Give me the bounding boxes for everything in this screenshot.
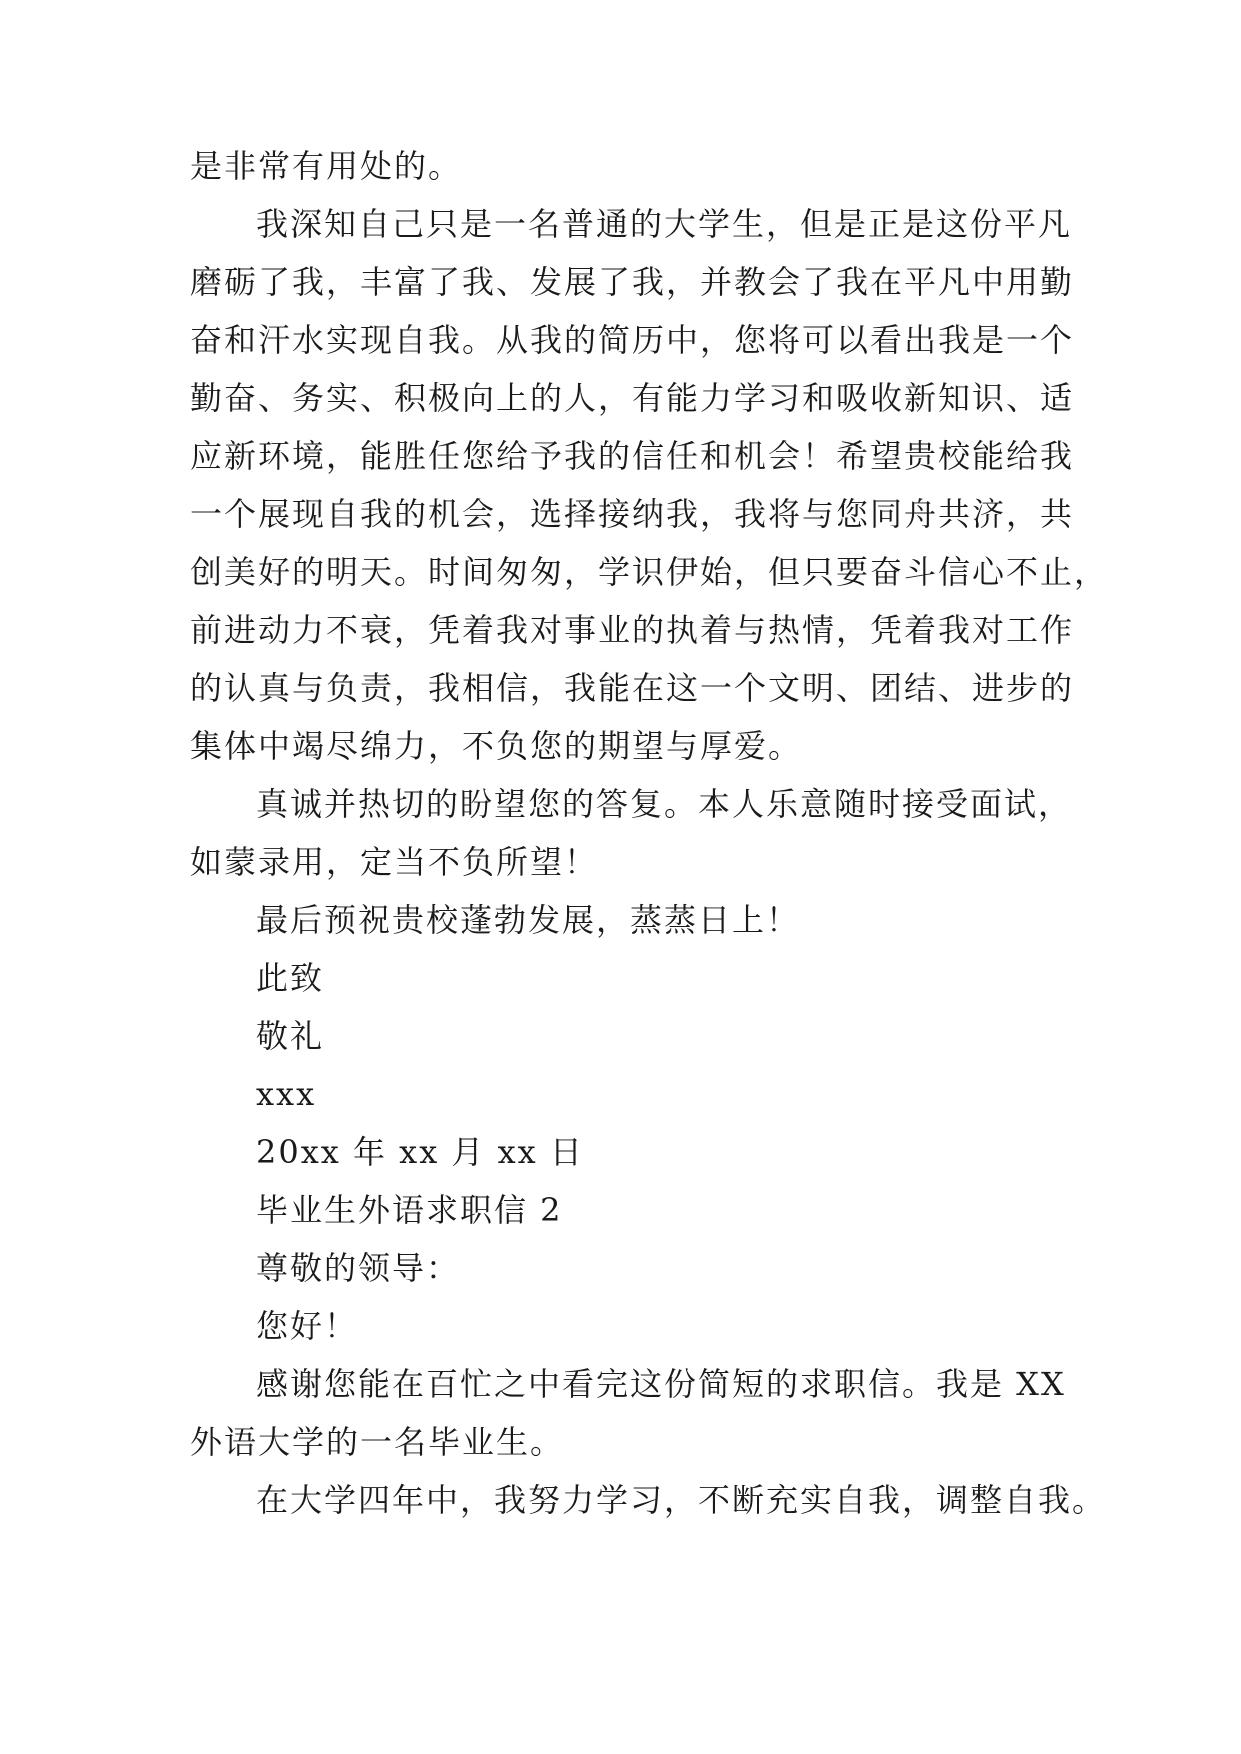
- closing-wish: 最后预祝贵校蓬勃发展，蒸蒸日上！: [256, 901, 801, 939]
- greeting-hello: 您好！: [256, 1307, 359, 1345]
- paragraph-start-line: 感谢您能在百忙之中看完这份简短的求职信。我是 XX: [256, 1365, 1066, 1403]
- text-line: 应新环境，能胜任您给予我的信任和机会！希望贵校能给我: [190, 437, 1075, 475]
- salutation-respect: 敬礼: [256, 1017, 325, 1055]
- text-line: 外语大学的一名毕业生。: [190, 1423, 565, 1461]
- text-line: 一个展现自我的机会，选择接纳我，我将与您同舟共济，共: [190, 495, 1075, 533]
- paragraph-start-line: 真诚并热切的盼望您的答复。本人乐意随时接受面试，: [256, 785, 1073, 823]
- paragraph-start-line: 我深知自己只是一名普通的大学生，但是正是这份平凡: [256, 205, 1073, 243]
- salutation-close: 此致: [256, 959, 325, 997]
- text-line: 磨砺了我，丰富了我、发展了我，并教会了我在平凡中用勤: [190, 263, 1075, 301]
- text-line: 勤奋、务实、积极向上的人，有能力学习和吸收新知识、适: [190, 379, 1075, 417]
- greeting-recipient: 尊敬的领导：: [256, 1249, 461, 1287]
- text-line: 集体中竭尽绵力，不负您的期望与厚爱。: [190, 727, 803, 765]
- text-line: 前进动力不衰，凭着我对事业的执着与热情，凭着我对工作: [190, 611, 1075, 649]
- text-line: 创美好的明天。时间匆匆，学识伊始，但只要奋斗信心不止，: [190, 553, 1109, 591]
- signature-name: xxx: [256, 1075, 317, 1113]
- section-title: 毕业生外语求职信 2: [256, 1191, 563, 1229]
- text-line: 奋和汗水实现自我。从我的简历中，您将可以看出我是一个: [190, 321, 1075, 359]
- text-line: 是非常有用处的。: [190, 147, 463, 185]
- signature-date: 20xx 年 xx 月 xx 日: [256, 1133, 584, 1171]
- paragraph-start-line: 在大学四年中，我努力学习，不断充实自我，调整自我。: [256, 1481, 1107, 1519]
- text-line: 的认真与负责，我相信，我能在这一个文明、团结、进步的: [190, 669, 1075, 707]
- text-line: 如蒙录用，定当不负所望！: [190, 843, 599, 881]
